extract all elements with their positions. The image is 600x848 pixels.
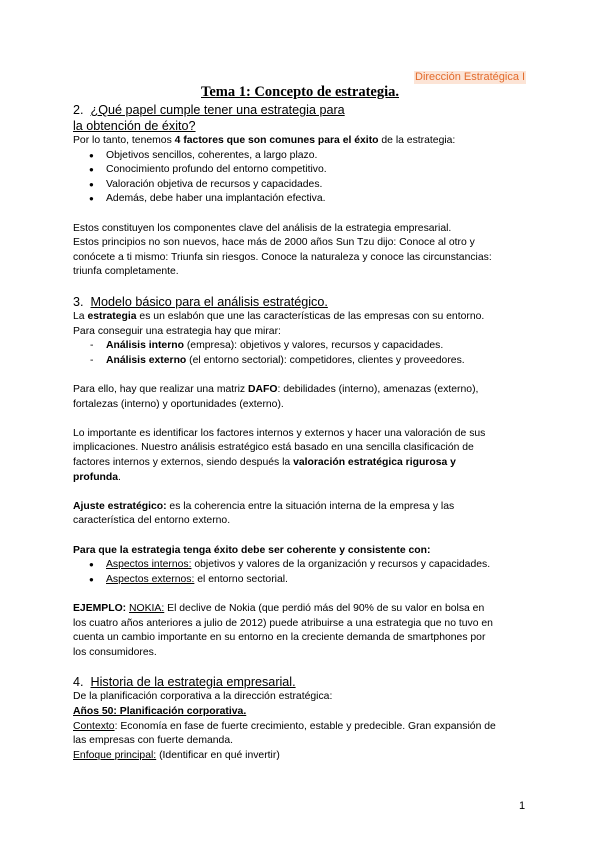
aspects-list <box>73 558 533 587</box>
paragraph: De la planificación corporativa a la dirección estratégica: <box>73 691 333 703</box>
list-item: - Análisis externo (el entorno sectorial): competidores, clientes y proveedores. <box>73 354 533 369</box>
page-number: 1 <box>519 800 526 812</box>
list-item: ● Aspectos externos: el entorno sectorial. <box>73 573 533 588</box>
paragraph: Contexto: Economía en fase de fuerte crecimiento, estable y predecible. Gran expansión de <box>73 720 496 732</box>
paragraph: los consumidores. <box>73 646 157 658</box>
section-3-heading: 3. Modelo básico para el análisis estratégico. <box>73 294 328 309</box>
page-title: Tema 1: Concepto de estrategia. <box>201 84 399 100</box>
paragraph: Enfoque principal: (Identificar en qué invertir) <box>73 749 280 761</box>
paragraph: los cuatro años anteriores a julio de 2012) puede atribuirse a una estrategia que no tuvo en <box>73 617 493 629</box>
paragraph: implicaciones. Nuestro análisis estratégico está basado en una sencilla clasificación de <box>73 442 474 454</box>
list-item: ● Además, debe haber una implantación efectiva. <box>73 192 533 207</box>
section-2-heading: 2. ¿Qué papel cumple tener una estrategia para <box>73 103 345 117</box>
section-2-intro: Por lo tanto, tenemos 4 factores que son comunes para el éxito de la estrategia: <box>73 135 456 146</box>
paragraph: Para conseguir una estrategia hay que mirar: <box>73 325 281 337</box>
paragraph: La estrategia es un eslabón que une las características de las empresas con su entorno. <box>73 311 485 323</box>
paragraph: Para que la estrategia tenga éxito debe ser coherente y consistente con: <box>73 544 431 556</box>
paragraph: característica del entorno externo. <box>73 515 231 527</box>
list-item: ● Conocimiento profundo del entorno competitivo. <box>73 163 533 178</box>
list-item: ● Objetivos sencillos, coherentes, a largo plazo. <box>73 149 533 164</box>
paragraph: Ajuste estratégico: es la coherencia entre la situación interna de la empresa y las <box>73 500 455 512</box>
header-course-tag: Dirección Estratégica I <box>415 71 526 83</box>
list-item: - Análisis interno (empresa): objetivos y valores, recursos y capacidades. <box>73 339 533 354</box>
section-2-heading-line2: la obtención de éxito? <box>73 118 196 133</box>
section-4-heading: 4. Historia de la estrategia empresarial. <box>73 674 296 689</box>
paragraph: triunfa completamente. <box>73 266 179 278</box>
paragraph: las empresas con fuerte demanda. <box>73 735 233 747</box>
paragraph: Lo importante es identificar los factores internos y externos y hacer una valoración de sus <box>73 427 486 439</box>
analysis-list <box>73 339 533 368</box>
paragraph: Estos principios no son nuevos, hace más de 2000 años Sun Tzu dijo: Conoce al otro y <box>73 237 475 249</box>
paragraph: fortalezas (interno) y oportunidades (externo). <box>73 398 284 410</box>
document-body <box>73 103 533 763</box>
list-item: ● Valoración objetiva de recursos y capacidades. <box>73 178 533 193</box>
paragraph: Estos constituyen los componentes clave del análisis de la estrategia empresarial. <box>73 222 452 234</box>
paragraph: conócete a ti mismo: Triunfa sin riesgos. Conoce la naturaleza y conoce las circunstancias: <box>73 251 492 263</box>
paragraph: Para ello, hay que realizar una matriz DAFO: debilidades (interno), amenazas (externo), <box>73 384 479 395</box>
paragraph: profunda. <box>73 471 121 483</box>
paragraph: cuenta un cambio importante en su entorno en la creciente demanda de smartphones por <box>73 632 486 644</box>
paragraph: factores internos y externos, siendo después la valoración estratégica rigurosa y <box>73 456 456 468</box>
subheading: Años 50: Planificación corporativa. <box>73 705 247 717</box>
list-item: ● Aspectos internos: objetivos y valores de la organización y recursos y capacidades. <box>73 558 533 573</box>
example-paragraph: EJEMPLO: NOKIA: El declive de Nokia (que perdió más del 90% de su valor en bolsa en <box>73 602 485 614</box>
success-factors-list <box>73 149 533 207</box>
